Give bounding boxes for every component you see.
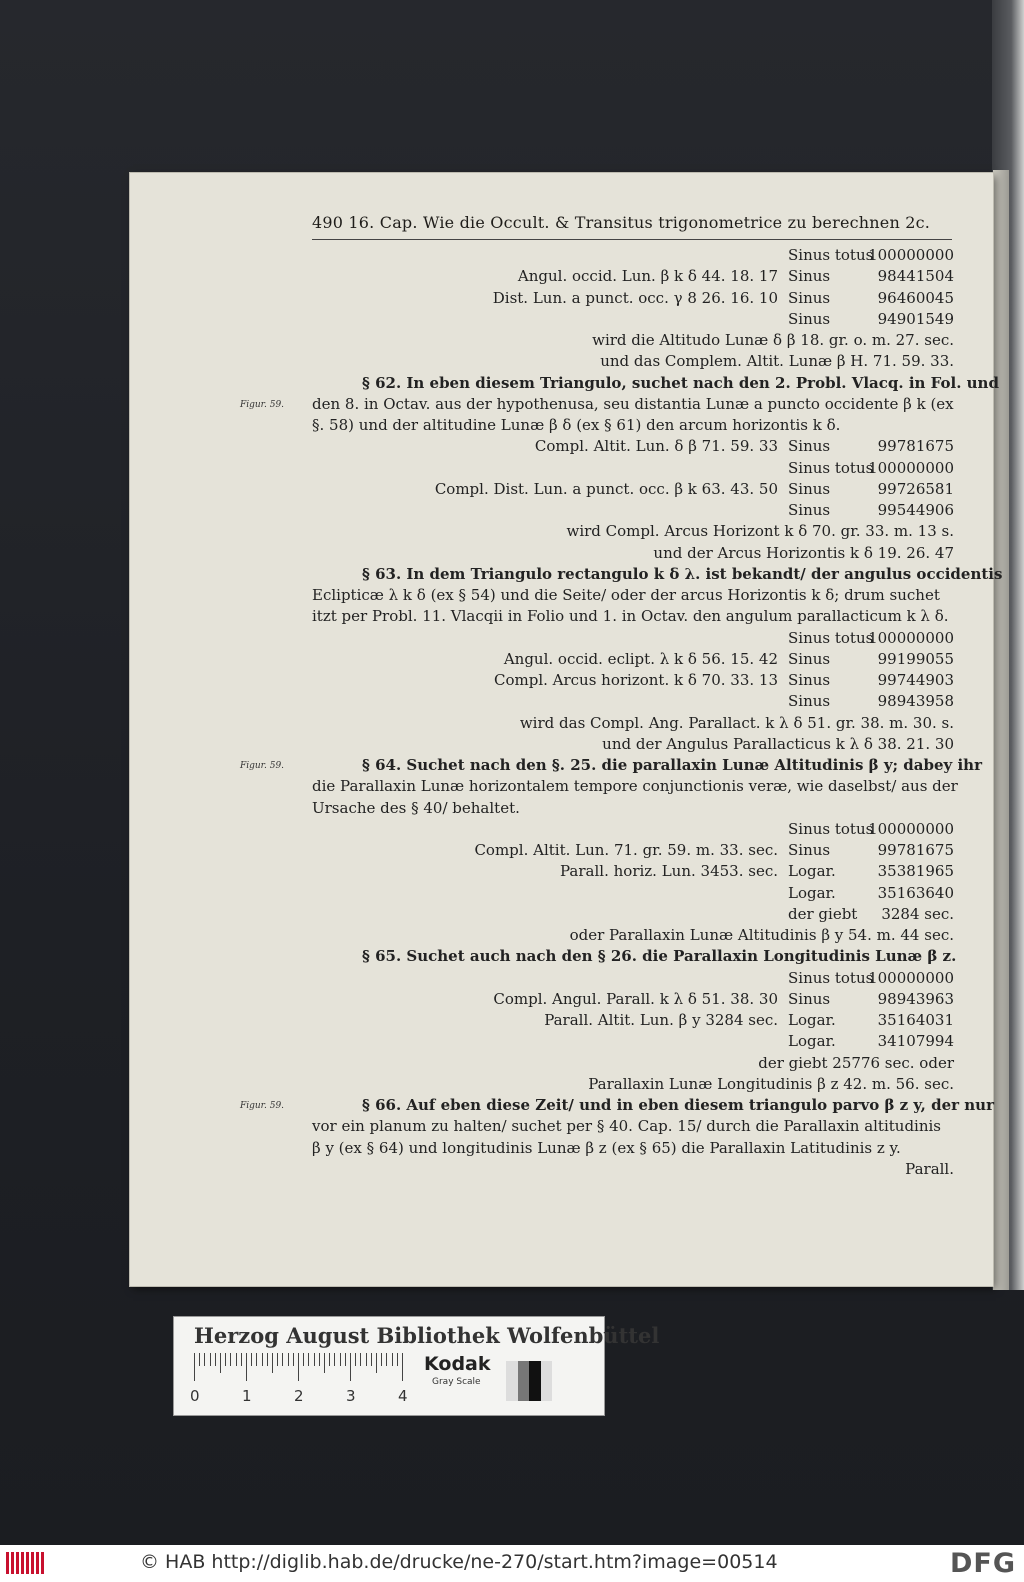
ruler-tick xyxy=(199,1353,200,1366)
calc-value: 94901549 xyxy=(877,309,954,328)
calc-value: 34107994 xyxy=(877,1032,954,1051)
ruler-tick xyxy=(267,1353,268,1366)
text-line xyxy=(312,691,954,712)
calc-label: Angul. occid. Lun. β k δ 44. 18. 17 xyxy=(517,267,778,286)
ruler-tick xyxy=(345,1353,346,1366)
ruler-tick xyxy=(272,1353,273,1373)
ruler-tick xyxy=(324,1353,325,1373)
text-line xyxy=(312,670,954,691)
text-line: § 65. Suchet auch nach den § 26. die Parallaxin Longitudinis Lunæ β z. xyxy=(362,947,957,966)
gray-patch xyxy=(506,1361,552,1401)
text-line xyxy=(312,1010,954,1031)
ruler-tick xyxy=(236,1353,237,1366)
calc-value: 99744903 xyxy=(877,671,954,689)
text-line xyxy=(312,840,954,861)
ruler-tick xyxy=(376,1353,377,1373)
book-page xyxy=(130,173,1003,1286)
calc-value: 35381965 xyxy=(877,862,954,881)
text-line xyxy=(312,819,954,840)
text-line xyxy=(312,288,954,309)
ruler-tick xyxy=(402,1353,403,1381)
kodak-logo: Kodak xyxy=(424,1353,491,1375)
ruler-tick xyxy=(282,1353,283,1366)
text-line xyxy=(312,883,954,904)
ruler-number: 3 xyxy=(346,1387,356,1405)
calc-function: Sinus xyxy=(788,288,831,307)
text-line xyxy=(312,309,954,330)
header-rule xyxy=(312,239,952,240)
calc-function: Sinus totus xyxy=(788,246,874,264)
ruler-tick xyxy=(329,1353,330,1366)
ruler-tick xyxy=(288,1353,289,1366)
calc-function: Logar. xyxy=(788,862,836,881)
text-line xyxy=(312,968,954,989)
text-line: Ursache des § 40/ behaltet. xyxy=(312,798,520,817)
calc-function: Sinus totus xyxy=(788,628,874,647)
ruler-tick xyxy=(246,1353,247,1381)
calc-value: 99781675 xyxy=(877,841,954,859)
page-edge xyxy=(993,170,1009,1290)
ruler-tick xyxy=(371,1353,372,1366)
calc-function: Logar. xyxy=(788,1011,836,1029)
library-name: Herzog August Bibliothek Wolfenbüttel xyxy=(194,1323,660,1348)
ruler-number: 1 xyxy=(242,1387,252,1405)
text-line: § 63. In dem Triangulo rectangulo k δ λ. ist bekandt/ der angulus occidentis xyxy=(362,564,1003,583)
page-text xyxy=(312,245,1003,1180)
text-line: Eclipticæ λ k δ (ex § 54) und die Seite/ oder der arcus Horizontis k δ; drum suchet xyxy=(312,586,940,604)
calc-function: Sinus xyxy=(788,989,831,1008)
ruler-tick xyxy=(204,1353,205,1366)
running-head: 490 16. Cap. Wie die Occult. & Transitus trigonometrice zu berechnen 2c. xyxy=(312,213,931,232)
calc-function: Sinus xyxy=(788,841,831,859)
text-line: wird Compl. Arcus Horizont k δ 70. gr. 33. m. 13 s. xyxy=(566,522,954,541)
text-line xyxy=(312,649,954,670)
ruler-tick xyxy=(392,1353,393,1366)
ruler-tick xyxy=(225,1353,226,1366)
calc-label: Angul. occid. eclipt. λ k δ 56. 15. 42 xyxy=(503,649,778,668)
calc-value: 98943958 xyxy=(877,692,954,711)
text-line xyxy=(312,628,954,649)
text-line: itzt per Probl. 11. Vlacqii in Folio und 1. in Octav. den angulum parallacticum k λ δ. xyxy=(312,607,949,626)
text-line: Parallaxin Lunæ Longitudinis β z 42. m. 56. sec. xyxy=(588,1074,954,1093)
calc-value: 35163640 xyxy=(877,883,954,902)
ruler-number: 2 xyxy=(294,1387,304,1405)
text-line: wird das Compl. Ang. Parallact. k λ δ 51. gr. 38. m. 30. s. xyxy=(519,713,954,732)
copyright-link[interactable]: © HAB http://diglib.hab.de/drucke/ne-270/start.htm?image=00514 xyxy=(140,1551,778,1573)
text-line: § 66. Auf eben diese Zeit/ und in eben diesem triangulo parvo β z y, der nur xyxy=(362,1096,994,1114)
text-line xyxy=(312,436,954,457)
ruler-tick xyxy=(241,1353,242,1366)
text-line xyxy=(312,479,954,500)
calc-function: Sinus xyxy=(788,479,831,498)
calc-function: Sinus xyxy=(788,437,831,456)
calc-value: 99781675 xyxy=(877,437,954,456)
calc-value: 35164031 xyxy=(877,1011,954,1029)
calc-function: Logar. xyxy=(788,1032,836,1051)
margin-figure-note: Figur. 59. xyxy=(240,761,285,771)
ruler-tick xyxy=(262,1353,263,1366)
calc-function: Logar. xyxy=(788,883,836,902)
text-line: § 62. In eben diesem Triangulo, suchet nach den 2. Probl. Vlacq. in Fol. und xyxy=(362,373,999,392)
calc-function: Sinus xyxy=(788,501,831,519)
footer-bar xyxy=(0,1545,1024,1582)
calc-value: 100000000 xyxy=(868,458,954,477)
ruler-tick xyxy=(298,1353,299,1381)
text-line: § 64. Suchet nach den §. 25. die parallaxin Lunæ Altitudinis β y; dabey ihr xyxy=(362,756,982,774)
text-line: oder Parallaxin Lunæ Altitudinis β y 54. m. 44 sec. xyxy=(569,926,954,944)
ruler-tick xyxy=(381,1353,382,1366)
calc-function: der giebt xyxy=(788,904,858,923)
calc-value: 99199055 xyxy=(877,649,954,668)
calc-value: 3284 sec. xyxy=(881,904,954,923)
calc-label: Compl. Angul. Parall. k λ δ 51. 38. 30 xyxy=(493,989,778,1008)
calc-value: 99544906 xyxy=(877,501,954,519)
ruler-tick xyxy=(293,1353,294,1366)
text-line xyxy=(312,1031,954,1052)
ruler-tick xyxy=(314,1353,315,1366)
gray-scale-label: Gray Scale xyxy=(432,1377,481,1387)
text-line: die Parallaxin Lunæ horizontalem tempore conjunctionis veræ, wie daselbst/ aus der xyxy=(312,777,958,796)
text-line: β y (ex § 64) und longitudinis Lunæ β z (ex § 65) die Parallaxin Latitudinis z y. xyxy=(312,1138,901,1157)
ruler-tick xyxy=(360,1353,361,1366)
calc-label: Compl. Dist. Lun. a punct. occ. β k 63. 43. 50 xyxy=(434,479,778,498)
calc-function: Sinus xyxy=(788,649,831,668)
ruler-tick xyxy=(366,1353,367,1366)
ruler-tick xyxy=(194,1353,195,1381)
calc-function: Sinus totus xyxy=(788,458,874,477)
calc-label: Compl. Arcus horizont. k δ 70. 33. 13 xyxy=(493,671,778,689)
text-line: und der Arcus Horizontis k δ 19. 26. 47 xyxy=(653,543,954,562)
ruler-tick xyxy=(319,1353,320,1366)
ruler-tick xyxy=(277,1353,278,1366)
calc-label: Parall. horiz. Lun. 3453. sec. xyxy=(560,862,778,881)
calc-label: Compl. Altit. Lun. 71. gr. 59. m. 33. sec. xyxy=(474,841,778,859)
ruler-tick xyxy=(256,1353,257,1366)
text-line xyxy=(312,458,954,479)
ruler-tick xyxy=(386,1353,387,1366)
calc-function: Sinus xyxy=(788,671,831,689)
calc-value: 98943963 xyxy=(877,989,954,1008)
ruler-tick xyxy=(220,1353,221,1373)
calc-label: Compl. Altit. Lun. δ β 71. 59. 33 xyxy=(534,437,778,456)
ruler-tick xyxy=(340,1353,341,1366)
text-line xyxy=(312,245,954,266)
ruler-tick xyxy=(350,1353,351,1381)
text-line: Parall. xyxy=(905,1159,954,1178)
calc-value: 100000000 xyxy=(868,968,954,987)
calc-function: Sinus totus xyxy=(788,968,874,987)
text-line xyxy=(312,904,954,925)
text-line: den 8. in Octav. aus der hypothenusa, seu distantia Lunæ a puncto occidente β k (ex xyxy=(312,394,954,413)
calc-value: 99726581 xyxy=(877,479,954,498)
calc-value: 100000000 xyxy=(868,246,954,264)
text-line xyxy=(312,500,954,521)
calc-function: Sinus xyxy=(788,692,831,711)
text-line xyxy=(312,989,954,1010)
margin-figure-note: Figur. 59. xyxy=(240,1101,285,1111)
text-line: §. 58) und der altitudine Lunæ β δ (ex § 61) den arcum horizontis k δ. xyxy=(312,416,841,434)
text-line: wird die Altitudo Lunæ δ β 18. gr. o. m. 27. sec. xyxy=(592,331,954,349)
text-line xyxy=(312,861,954,882)
hab-logo-icon xyxy=(6,1552,46,1574)
text-line: der giebt 25776 sec. oder xyxy=(758,1053,954,1072)
text-line xyxy=(312,266,954,287)
text-line: und das Complem. Altit. Lunæ β H. 71. 59. 33. xyxy=(600,352,954,371)
ruler xyxy=(194,1353,409,1383)
calc-value: 100000000 xyxy=(868,819,954,838)
ruler-tick xyxy=(355,1353,356,1366)
text-line: vor ein planum zu halten/ suchet per § 40. Cap. 15/ durch die Parallaxin altitudinis xyxy=(312,1117,942,1136)
text-line: und der Angulus Parallacticus k λ δ 38. 21. 30 xyxy=(602,734,954,753)
ruler-tick xyxy=(303,1353,304,1366)
color-calibration-bar xyxy=(173,1316,660,1416)
calc-label: Parall. Altit. Lun. β y 3284 sec. xyxy=(544,1011,778,1029)
ruler-number: 0 xyxy=(190,1387,200,1405)
margin-figure-note: Figur. 59. xyxy=(240,399,285,410)
calc-function: Sinus xyxy=(788,267,831,286)
ruler-tick xyxy=(210,1353,211,1366)
ruler-tick xyxy=(308,1353,309,1366)
ruler-tick xyxy=(230,1353,231,1366)
ruler-tick xyxy=(334,1353,335,1366)
calc-value: 100000000 xyxy=(868,628,954,647)
calc-value: 96460045 xyxy=(877,288,954,307)
ruler-tick xyxy=(251,1353,252,1366)
calc-function: Sinus totus xyxy=(788,819,874,838)
ruler-tick xyxy=(397,1353,398,1366)
calc-label: Dist. Lun. a punct. occ. γ 8 26. 16. 10 xyxy=(492,288,778,307)
ruler-tick xyxy=(215,1353,216,1366)
dfg-logo: DFG xyxy=(949,1548,1016,1579)
calc-function: Sinus xyxy=(788,309,831,328)
ruler-number: 4 xyxy=(398,1387,408,1405)
calc-value: 98441504 xyxy=(877,267,954,286)
